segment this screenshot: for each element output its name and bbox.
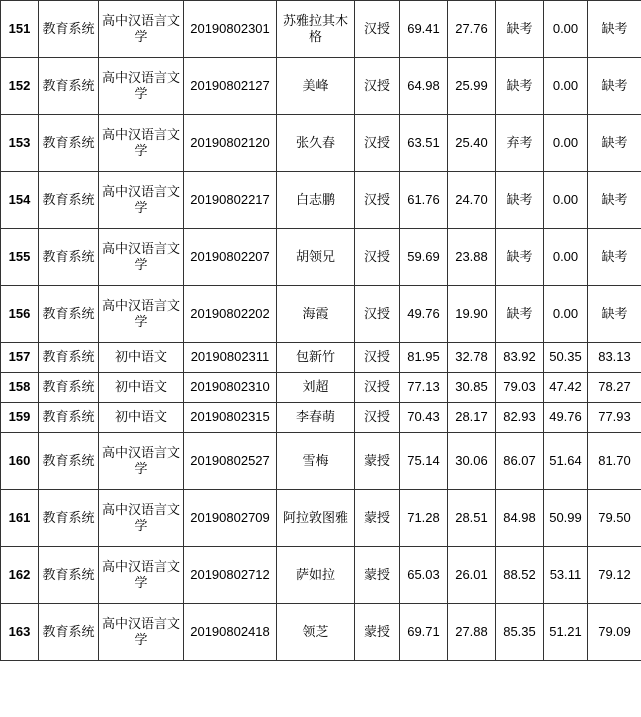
cell-interview-score: 88.52 <box>496 547 544 604</box>
cell-candidate-name: 雪梅 <box>277 433 355 490</box>
table-row <box>1 547 641 604</box>
table-row <box>1 343 641 373</box>
cell-exam-number: 20190802120 <box>184 115 277 172</box>
cell-total-score: 79.09 <box>588 604 641 661</box>
cell-subject: 初中语文 <box>99 403 184 433</box>
cell-candidate-name: 包新竹 <box>277 343 355 373</box>
cell-written-converted: 23.88 <box>448 229 496 286</box>
cell-subject: 高中汉语言文学 <box>99 490 184 547</box>
cell-candidate-name: 领芝 <box>277 604 355 661</box>
cell-teaching-language: 汉授 <box>355 286 400 343</box>
cell-written-score: 61.76 <box>400 172 448 229</box>
cell-subject: 初中语文 <box>99 343 184 373</box>
cell-interview-converted: 51.64 <box>544 433 588 490</box>
cell-total-score: 81.70 <box>588 433 641 490</box>
cell-written-converted: 25.40 <box>448 115 496 172</box>
row-index: 152 <box>1 58 39 115</box>
cell-subject: 高中汉语言文学 <box>99 286 184 343</box>
cell-total-score: 缺考 <box>588 58 641 115</box>
cell-subject: 高中汉语言文学 <box>99 1 184 58</box>
cell-candidate-name: 张久春 <box>277 115 355 172</box>
cell-total-score: 缺考 <box>588 172 641 229</box>
cell-teaching-language: 蒙授 <box>355 433 400 490</box>
cell-department: 教育系统 <box>39 115 99 172</box>
cell-interview-score: 83.92 <box>496 343 544 373</box>
cell-interview-converted: 0.00 <box>544 115 588 172</box>
cell-written-converted: 27.88 <box>448 604 496 661</box>
cell-exam-number: 20190802310 <box>184 373 277 403</box>
cell-interview-converted: 49.76 <box>544 403 588 433</box>
cell-candidate-name: 海霞 <box>277 286 355 343</box>
score-table-body <box>1 1 641 661</box>
cell-written-score: 64.98 <box>400 58 448 115</box>
cell-teaching-language: 汉授 <box>355 58 400 115</box>
cell-department: 教育系统 <box>39 490 99 547</box>
cell-exam-number: 20190802311 <box>184 343 277 373</box>
cell-subject: 高中汉语言文学 <box>99 172 184 229</box>
table-row <box>1 403 641 433</box>
cell-exam-number: 20190802315 <box>184 403 277 433</box>
cell-subject: 高中汉语言文学 <box>99 229 184 286</box>
cell-subject: 高中汉语言文学 <box>99 58 184 115</box>
cell-interview-score: 82.93 <box>496 403 544 433</box>
cell-department: 教育系统 <box>39 433 99 490</box>
cell-department: 教育系统 <box>39 1 99 58</box>
cell-candidate-name: 萨如拉 <box>277 547 355 604</box>
cell-department: 教育系统 <box>39 172 99 229</box>
cell-teaching-language: 汉授 <box>355 172 400 229</box>
cell-total-score: 79.50 <box>588 490 641 547</box>
cell-total-score: 79.12 <box>588 547 641 604</box>
cell-written-score: 59.69 <box>400 229 448 286</box>
cell-interview-converted: 53.11 <box>544 547 588 604</box>
cell-interview-score: 缺考 <box>496 172 544 229</box>
table-row <box>1 58 641 115</box>
cell-interview-converted: 0.00 <box>544 172 588 229</box>
cell-teaching-language: 汉授 <box>355 373 400 403</box>
cell-written-converted: 32.78 <box>448 343 496 373</box>
cell-candidate-name: 李春萌 <box>277 403 355 433</box>
cell-interview-score: 79.03 <box>496 373 544 403</box>
cell-teaching-language: 汉授 <box>355 403 400 433</box>
cell-written-converted: 26.01 <box>448 547 496 604</box>
table-row <box>1 433 641 490</box>
cell-interview-score: 弃考 <box>496 115 544 172</box>
row-index: 154 <box>1 172 39 229</box>
cell-total-score: 78.27 <box>588 373 641 403</box>
cell-interview-score: 85.35 <box>496 604 544 661</box>
cell-department: 教育系统 <box>39 604 99 661</box>
cell-written-score: 63.51 <box>400 115 448 172</box>
cell-department: 教育系统 <box>39 403 99 433</box>
cell-exam-number: 20190802418 <box>184 604 277 661</box>
cell-written-converted: 25.99 <box>448 58 496 115</box>
cell-candidate-name: 阿拉敦图雅 <box>277 490 355 547</box>
cell-interview-converted: 0.00 <box>544 286 588 343</box>
cell-exam-number: 20190802301 <box>184 1 277 58</box>
cell-department: 教育系统 <box>39 229 99 286</box>
cell-written-converted: 30.85 <box>448 373 496 403</box>
cell-candidate-name: 胡领兄 <box>277 229 355 286</box>
cell-interview-converted: 51.21 <box>544 604 588 661</box>
row-index: 162 <box>1 547 39 604</box>
row-index: 160 <box>1 433 39 490</box>
cell-interview-converted: 0.00 <box>544 1 588 58</box>
cell-exam-number: 20190802127 <box>184 58 277 115</box>
row-index: 155 <box>1 229 39 286</box>
cell-interview-converted: 50.99 <box>544 490 588 547</box>
table-row <box>1 286 641 343</box>
cell-total-score: 缺考 <box>588 229 641 286</box>
row-index: 156 <box>1 286 39 343</box>
cell-written-score: 49.76 <box>400 286 448 343</box>
cell-subject: 高中汉语言文学 <box>99 115 184 172</box>
cell-candidate-name: 刘超 <box>277 373 355 403</box>
cell-total-score: 77.93 <box>588 403 641 433</box>
row-index: 151 <box>1 1 39 58</box>
cell-interview-converted: 0.00 <box>544 229 588 286</box>
cell-written-converted: 28.17 <box>448 403 496 433</box>
cell-subject: 高中汉语言文学 <box>99 547 184 604</box>
cell-written-score: 65.03 <box>400 547 448 604</box>
cell-written-score: 81.95 <box>400 343 448 373</box>
cell-interview-score: 缺考 <box>496 286 544 343</box>
table-row <box>1 1 641 58</box>
cell-department: 教育系统 <box>39 373 99 403</box>
table-row <box>1 373 641 403</box>
cell-subject: 高中汉语言文学 <box>99 604 184 661</box>
cell-written-converted: 19.90 <box>448 286 496 343</box>
cell-written-score: 77.13 <box>400 373 448 403</box>
table-row <box>1 490 641 547</box>
cell-written-score: 70.43 <box>400 403 448 433</box>
cell-exam-number: 20190802527 <box>184 433 277 490</box>
cell-teaching-language: 蒙授 <box>355 490 400 547</box>
cell-subject: 高中汉语言文学 <box>99 433 184 490</box>
cell-written-score: 75.14 <box>400 433 448 490</box>
cell-candidate-name: 白志鹏 <box>277 172 355 229</box>
row-index: 153 <box>1 115 39 172</box>
cell-interview-score: 缺考 <box>496 58 544 115</box>
cell-exam-number: 20190802202 <box>184 286 277 343</box>
cell-interview-converted: 50.35 <box>544 343 588 373</box>
cell-department: 教育系统 <box>39 286 99 343</box>
cell-total-score: 83.13 <box>588 343 641 373</box>
cell-teaching-language: 汉授 <box>355 115 400 172</box>
cell-written-converted: 30.06 <box>448 433 496 490</box>
cell-candidate-name: 美峰 <box>277 58 355 115</box>
row-index: 158 <box>1 373 39 403</box>
table-row <box>1 604 641 661</box>
cell-interview-score: 84.98 <box>496 490 544 547</box>
cell-subject: 初中语文 <box>99 373 184 403</box>
cell-interview-score: 86.07 <box>496 433 544 490</box>
cell-written-score: 71.28 <box>400 490 448 547</box>
cell-written-score: 69.41 <box>400 1 448 58</box>
row-index: 159 <box>1 403 39 433</box>
cell-written-score: 69.71 <box>400 604 448 661</box>
row-index: 161 <box>1 490 39 547</box>
cell-exam-number: 20190802709 <box>184 490 277 547</box>
cell-teaching-language: 蒙授 <box>355 604 400 661</box>
cell-written-converted: 24.70 <box>448 172 496 229</box>
cell-interview-score: 缺考 <box>496 1 544 58</box>
cell-written-converted: 28.51 <box>448 490 496 547</box>
cell-candidate-name: 苏雅拉其木格 <box>277 1 355 58</box>
row-index: 163 <box>1 604 39 661</box>
cell-teaching-language: 汉授 <box>355 229 400 286</box>
cell-exam-number: 20190802217 <box>184 172 277 229</box>
cell-teaching-language: 汉授 <box>355 343 400 373</box>
table-row <box>1 172 641 229</box>
cell-interview-score: 缺考 <box>496 229 544 286</box>
cell-written-converted: 27.76 <box>448 1 496 58</box>
cell-interview-converted: 47.42 <box>544 373 588 403</box>
cell-total-score: 缺考 <box>588 115 641 172</box>
cell-teaching-language: 汉授 <box>355 1 400 58</box>
cell-department: 教育系统 <box>39 343 99 373</box>
cell-department: 教育系统 <box>39 547 99 604</box>
table-row <box>1 229 641 286</box>
row-index: 157 <box>1 343 39 373</box>
cell-total-score: 缺考 <box>588 286 641 343</box>
cell-teaching-language: 蒙授 <box>355 547 400 604</box>
cell-total-score: 缺考 <box>588 1 641 58</box>
cell-department: 教育系统 <box>39 58 99 115</box>
cell-interview-converted: 0.00 <box>544 58 588 115</box>
cell-exam-number: 20190802207 <box>184 229 277 286</box>
cell-exam-number: 20190802712 <box>184 547 277 604</box>
table-row <box>1 115 641 172</box>
